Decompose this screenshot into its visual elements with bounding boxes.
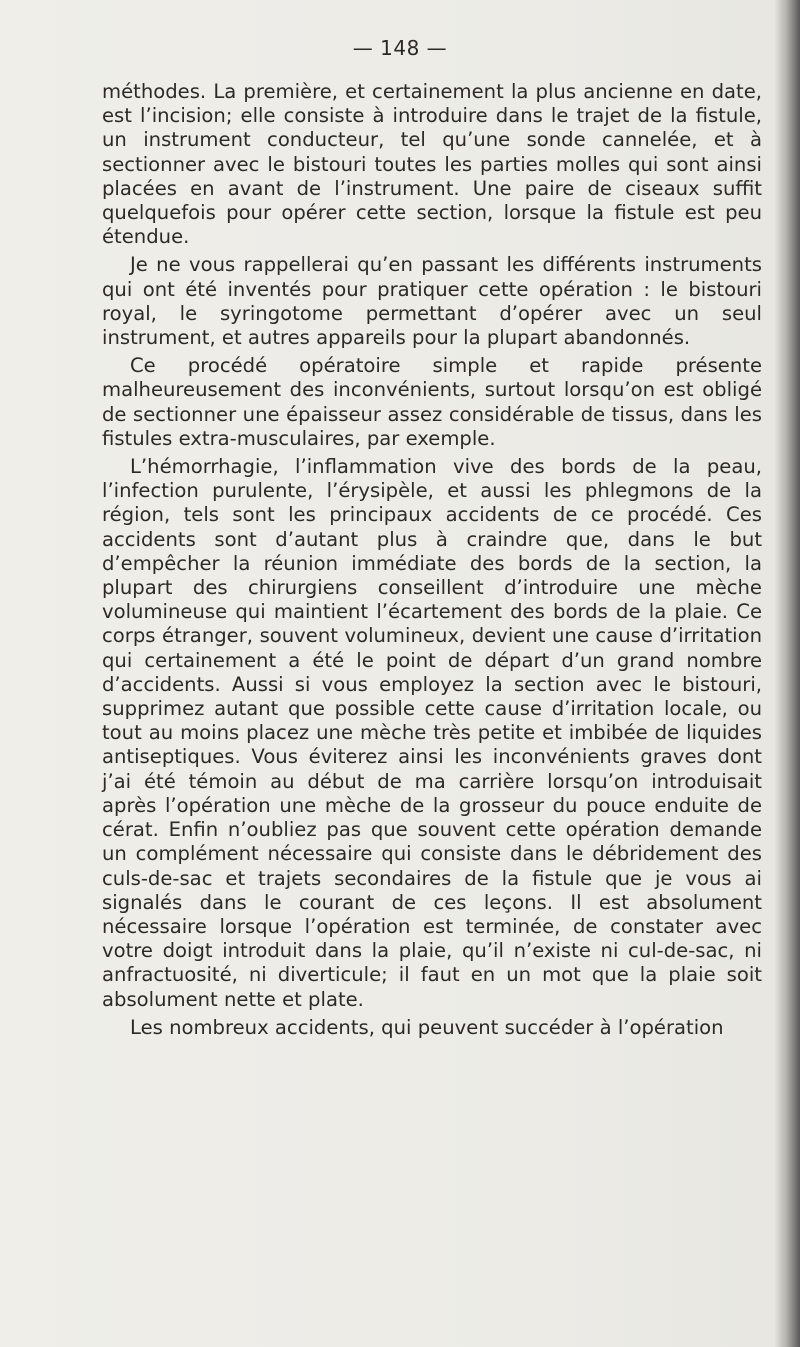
- paragraph-4: L’hémorrhagie, l’inflammation vive des bords de la peau, l’infection purulente, l’érysipèle, et aussi les phlegmons de la région, tels sont les principaux accidents de ce procédé. Ces accidents sont d’autant plus à craindre que, dans le but d’empêcher la réunion immédiate des bords de la section, la plupart des chirurgiens conseillent d’introduire une mèche volumineuse qui maintient l’écartement des bords de la plaie. Ce corps étranger, souvent volumineux, devient une cause d’irritation qui certainement a été le point de départ d’un grand nombre d’accidents. Aussi si vous employez la section avec le bistouri, supprimez autant que possible cette cause d’irritation locale, ou tout au moins placez une mèche très petite et imbibée de liquides antiseptiques. Vous éviterez ainsi les inconvénients graves dont j’ai été témoin au début de ma carrière lorsqu’on introduisait après l’opération une mèche de la grosseur du pouce enduite de cérat. Enfin n’oubliez pas que souvent cette opération demande un complément nécessaire qui consiste dans le débridement des culs-de-sac et trajets secondaires de la fistule que je vous ai signalés dans le courant de ces leçons. Il est absolument nécessaire lorsque l’opération est terminée, de constater avec votre doigt introduit dans la plaie, qu’il n’existe ni cul-de-sac, ni anfractuosité, ni diverticule; il faut en un mot que la plaie soit absolument nette et plate.: [102, 455, 762, 1011]
- paragraph-2: Je ne vous rappellerai qu’en passant les différents instruments qui ont été inventés pour pratiquer cette opération : le bistouri royal, le syringotome permettant d’opérer avec un seul instrument, et autres appareils pour la plupart abandonnés.: [102, 253, 762, 350]
- paragraph-3: Ce procédé opératoire simple et rapide présente malheureusement des inconvénients, surtout lorsqu’on est obligé de sectionner une épaisseur assez considérable de tissus, dans les fistules extra-musculaires, par exemple.: [102, 354, 762, 450]
- page-edge-shadow: [774, 0, 800, 1347]
- page-number: — 148 —: [352, 36, 448, 60]
- paragraph-1: méthodes. La première, et certainement la plus ancienne en date, est l’incision; elle consiste à introduire dans le trajet de la fistule, un instrument conducteur, tel qu’une sonde cannelée, et à sectionner avec le bistouri toutes les parties molles qui sont ainsi placées en avant de l’instrument. Une paire de ciseaux suffit quelquefois pour opérer cette section, lorsque la fistule est peu étendue.: [102, 80, 762, 249]
- paragraph-5: Les nombreux accidents, qui peuvent succéder à l’opération: [130, 1015, 724, 1039]
- body-text: [102, 80, 762, 1044]
